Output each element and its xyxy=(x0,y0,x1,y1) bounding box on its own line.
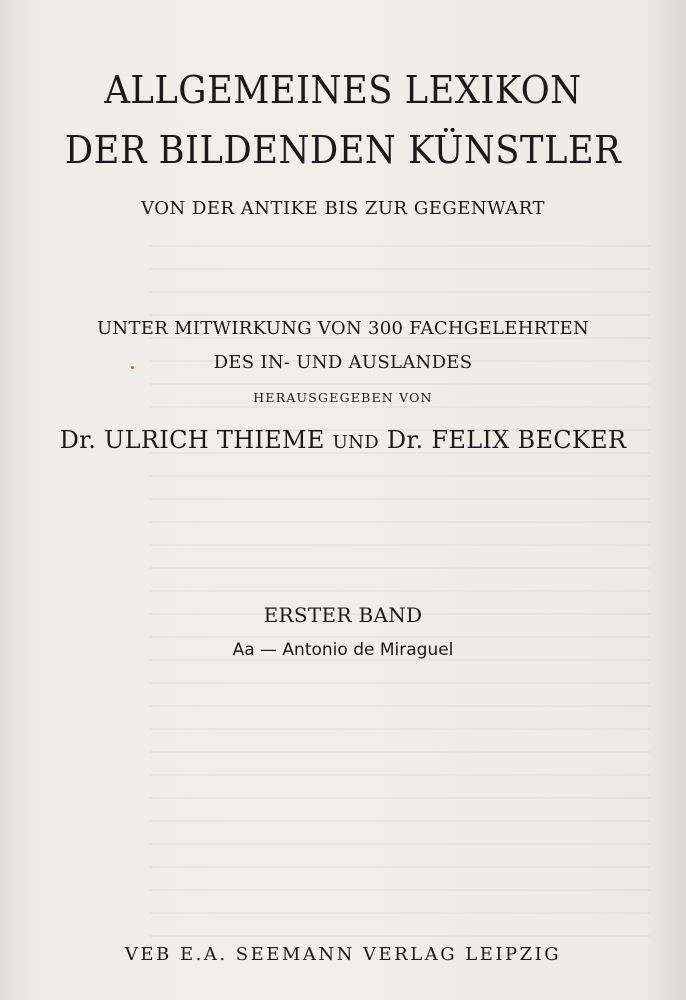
subtitle: VON DER ANTIKE BIS ZUR GEGENWART xyxy=(141,198,545,219)
publisher-imprint: VEB E.A. SEEMANN VERLAG LEIPZIG xyxy=(124,944,562,965)
editor-2-title: Dr. xyxy=(386,426,424,454)
paper-blemish xyxy=(131,366,134,369)
volume-range: Aa — Antonio de Miraguel xyxy=(232,640,454,660)
title-line-1: ALLGEMEINES LEXIKON xyxy=(104,68,582,112)
volume-label: ERSTER BAND xyxy=(263,603,423,627)
editors-label: HERAUSGEGEBEN VON xyxy=(253,390,433,405)
contributors-line-1: UNTER MITWIRKUNG VON 300 FACHGELEHRTEN xyxy=(96,318,590,339)
title-line-2: DER BILDENDEN KÜNSTLER xyxy=(64,128,622,172)
contributors-line-2: DES IN- UND AUSLANDES xyxy=(213,352,473,373)
editor-1-title: Dr. xyxy=(59,426,97,454)
editors-names xyxy=(0,426,686,454)
show-through-text xyxy=(150,245,650,945)
editors-conjunction: UND xyxy=(332,432,379,453)
editor-2-name: FELIX BECKER xyxy=(431,426,627,454)
editor-1-name: ULRICH THIEME xyxy=(104,426,325,454)
